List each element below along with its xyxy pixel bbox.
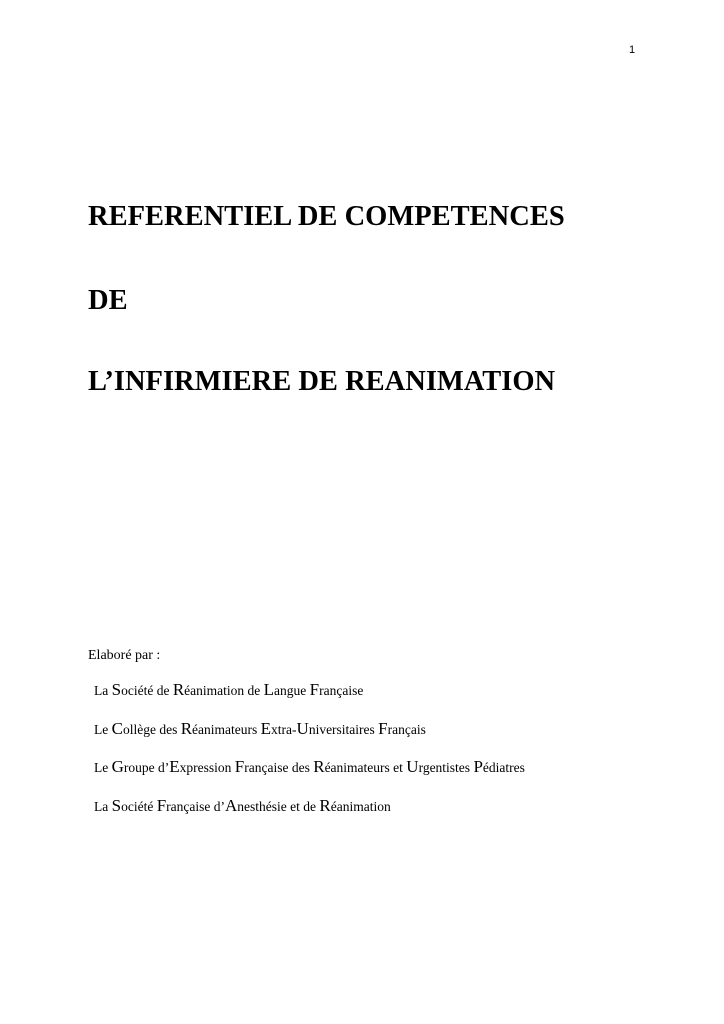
organization-text: éanimateurs et: [324, 760, 407, 775]
title-line-3: L’INFIRMIERE DE REANIMATION: [88, 366, 556, 397]
organization-item: [94, 719, 525, 758]
organization-initial: S: [111, 680, 122, 699]
organization-text: rançaise des: [244, 760, 314, 775]
title-line-2: DE: [88, 285, 128, 316]
organization-item: [94, 796, 525, 835]
organization-text: ollège des: [122, 721, 181, 737]
organization-text: niversitaires: [308, 721, 379, 737]
organization-initial: P: [473, 757, 483, 776]
organization-item: [94, 680, 525, 719]
organization-text: Le: [94, 760, 112, 775]
title-line-1: REFERENTIEL DE COMPETENCES: [88, 201, 565, 232]
organization-initial: G: [111, 757, 124, 776]
organization-text: éanimateurs: [192, 721, 261, 737]
organization-text: La: [94, 798, 112, 814]
organization-text: xpression: [179, 760, 235, 775]
organization-initial: F: [309, 680, 320, 699]
organization-text: roupe d’: [123, 760, 170, 775]
organization-initial: R: [172, 680, 185, 699]
organization-initial: E: [260, 718, 272, 738]
organization-text: rgentistes: [418, 760, 474, 775]
organization-initial: L: [263, 680, 275, 699]
organization-item: [94, 757, 525, 796]
organization-initial: R: [180, 718, 193, 738]
organization-text: rançaise: [319, 683, 364, 698]
organization-initial: E: [169, 757, 180, 776]
organization-text: xtra-: [271, 721, 297, 737]
organization-text: nesthésie et de: [237, 798, 320, 814]
page-number: 1: [629, 44, 636, 56]
organization-initial: U: [296, 718, 309, 738]
organization-text: angue: [274, 683, 310, 698]
organization-initial: F: [378, 718, 388, 738]
organization-initial: F: [234, 757, 245, 776]
organization-text: rançais: [387, 721, 426, 737]
organization-text: éanimation de: [184, 683, 264, 698]
organization-list: [94, 680, 525, 834]
organization-initial: R: [319, 795, 331, 815]
organization-text: ociété de: [121, 683, 173, 698]
organization-text: éanimation: [330, 798, 391, 814]
organization-text: ociété: [121, 798, 157, 814]
organization-text: Le: [94, 721, 112, 737]
organization-initial: U: [406, 757, 419, 776]
organization-initial: A: [225, 795, 238, 815]
organization-initial: F: [156, 795, 167, 815]
organization-initial: C: [111, 718, 123, 738]
prepared-by-label: Elaboré par :: [88, 648, 161, 663]
organization-initial: S: [111, 795, 122, 815]
organization-text: La: [94, 683, 112, 698]
organization-text: rançaise d’: [166, 798, 226, 814]
organization-initial: R: [313, 757, 325, 776]
organization-text: édiatres: [482, 760, 525, 775]
